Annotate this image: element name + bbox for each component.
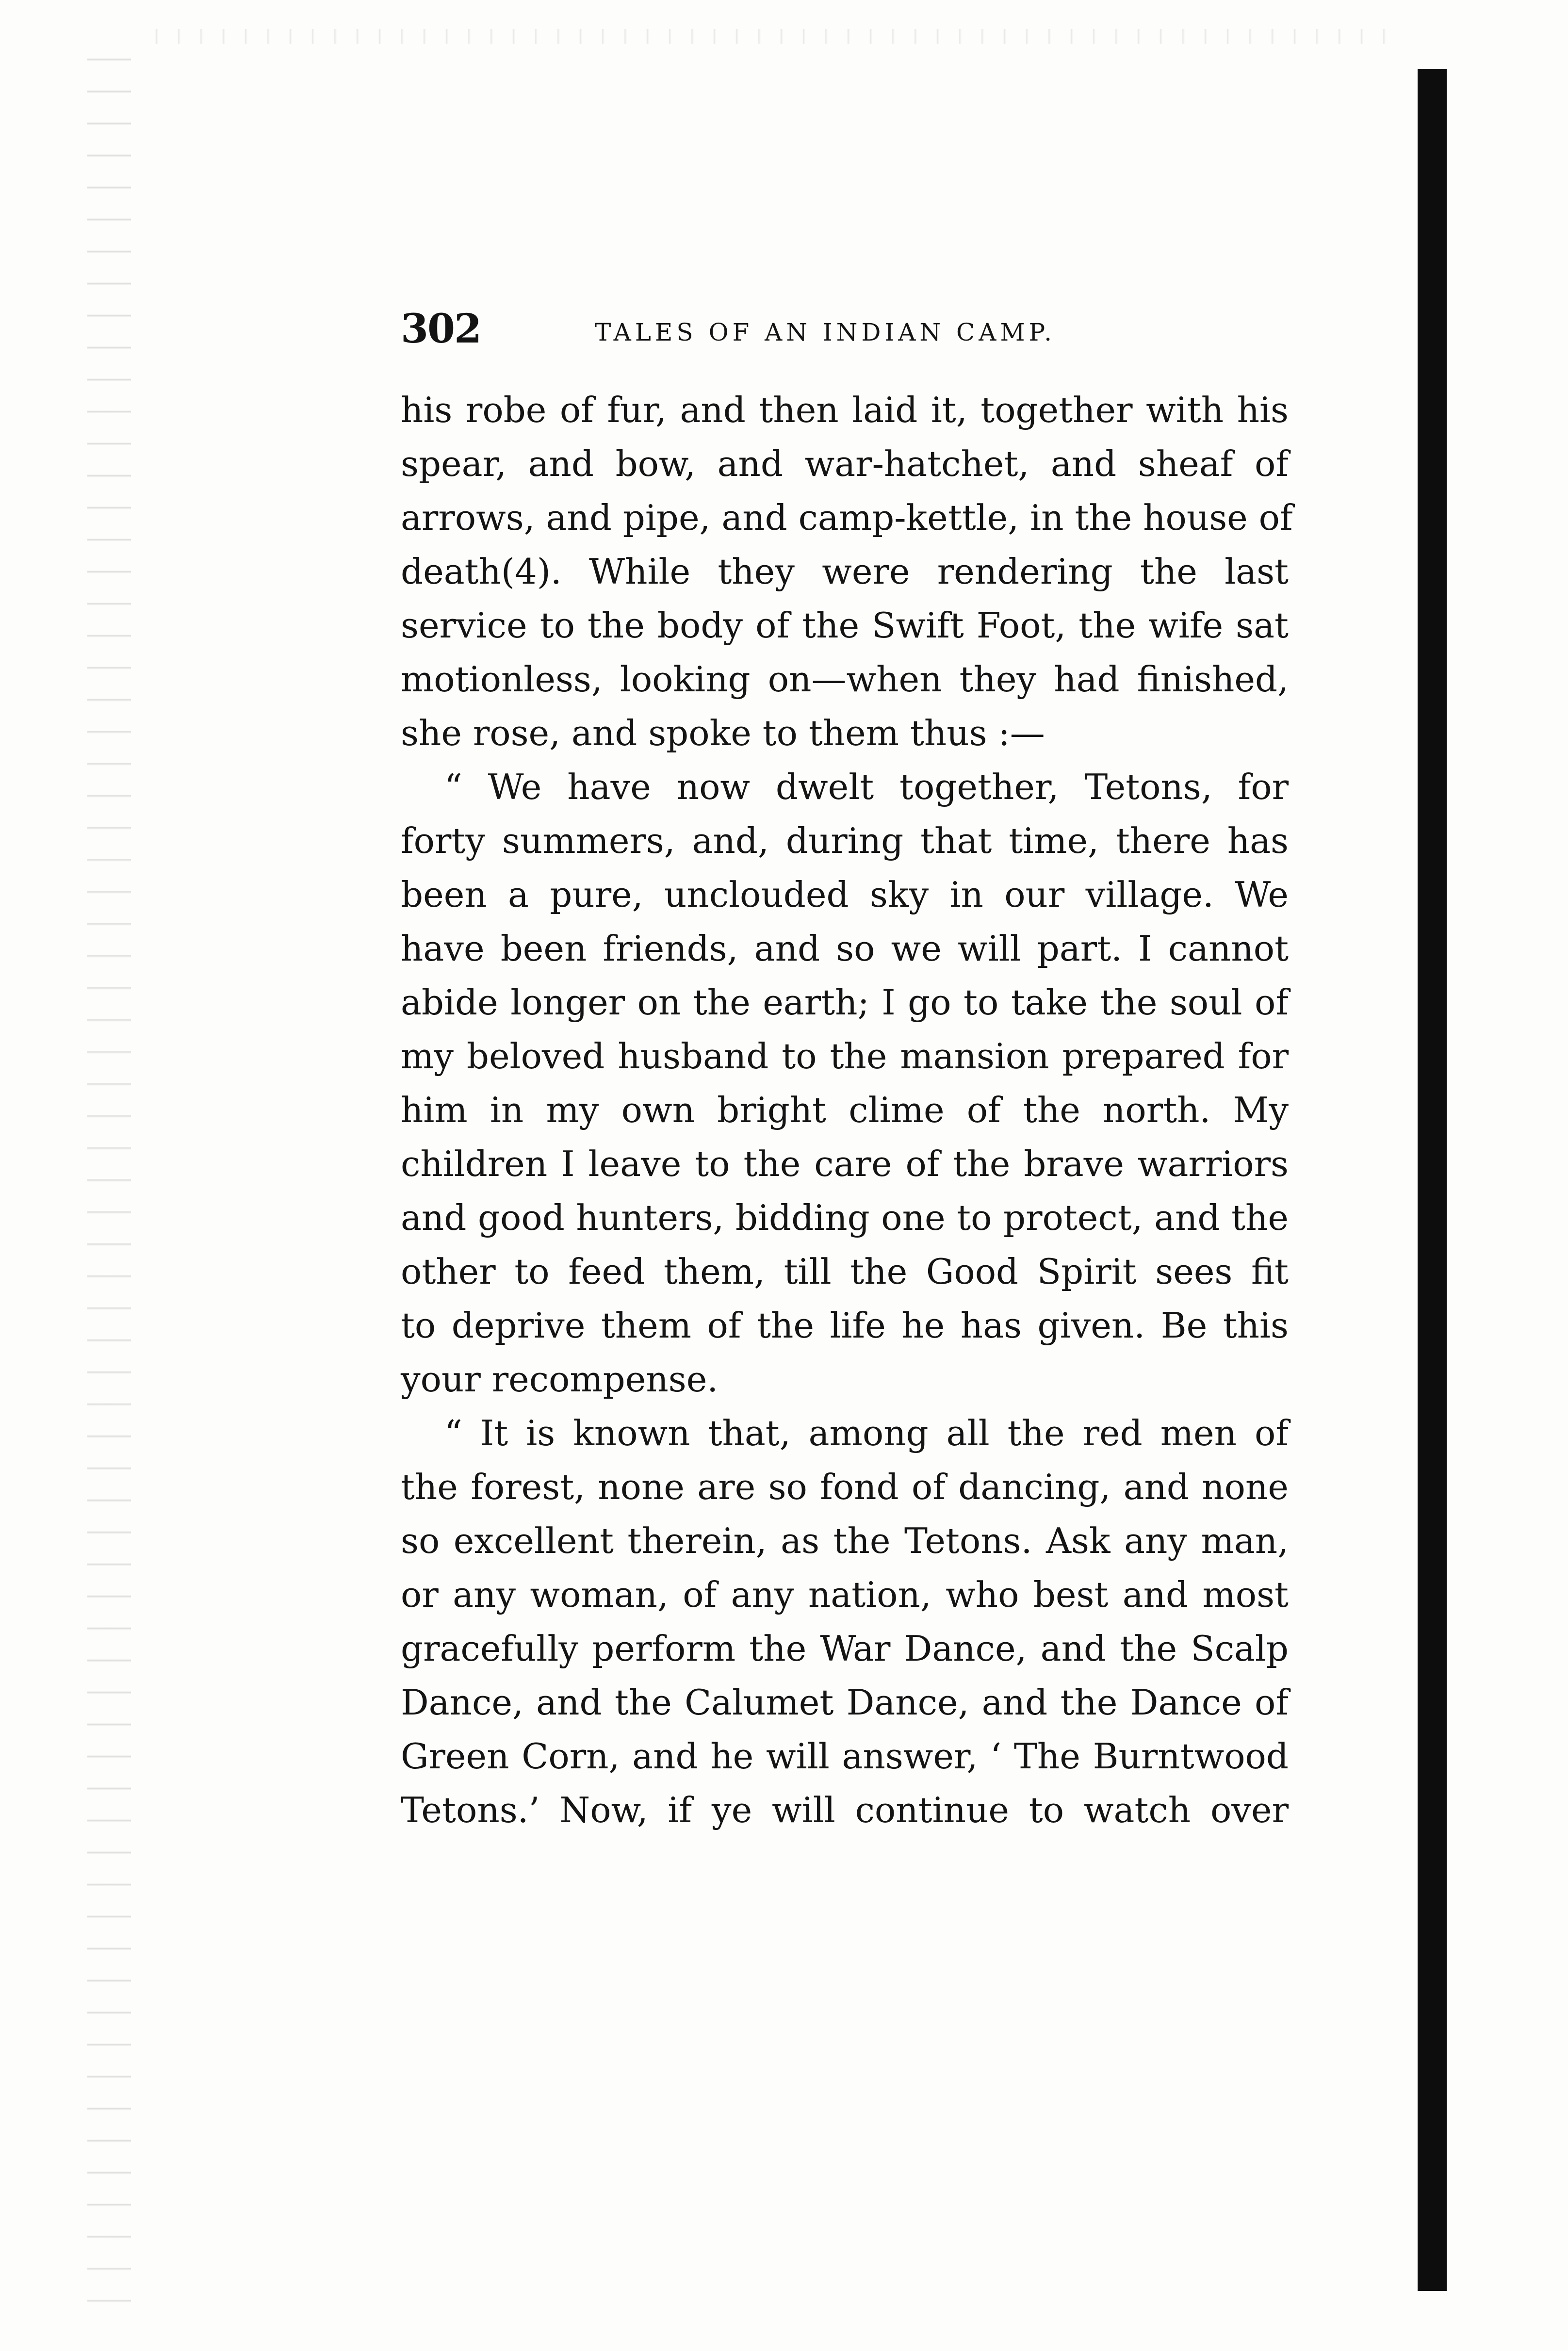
text-line: my beloved husband to the mansion prepared for (401, 1036, 1289, 1077)
text-line: motionless, looking on—when they had finished, (401, 659, 1289, 700)
text-line: have been friends, and so we will part. I cannot (401, 928, 1289, 969)
text-line: been a pure, unclouded sky in our village. We (401, 874, 1289, 915)
body-text (401, 383, 1293, 1837)
text-line: arrows, and pipe, and camp-kettle, in the house of (401, 497, 1293, 538)
text-line: service to the body of the Swift Foot, the wife sat (401, 605, 1289, 646)
page-header (401, 306, 1293, 359)
text-line: the forest, none are so fond of dancing, and none (401, 1467, 1289, 1507)
text-line: or any woman, of any nation, who best and most (401, 1574, 1289, 1615)
text-line: gracefully perform the War Dance, and the Scalp (401, 1628, 1289, 1669)
text-line: Green Corn, and he will answer, ‘ The Burntwood (401, 1736, 1289, 1777)
page-number: 302 (401, 306, 481, 352)
text-line: children I leave to the care of the brave warriors (401, 1143, 1289, 1184)
scan-top-noise (136, 29, 1397, 44)
text-line: “ We have now dwelt together, Tetons, for (444, 767, 1289, 807)
text-line: to deprive them of the life he has given. Be this (401, 1305, 1289, 1346)
text-line: your recompense. (401, 1359, 719, 1400)
scan-edge-noise (87, 29, 131, 2319)
binding-shadow (1418, 69, 1447, 2291)
text-line: she rose, and spoke to them thus :— (401, 713, 1045, 753)
text-line: spear, and bow, and war-hatchet, and sheaf of (401, 443, 1289, 484)
text-line: forty summers, and, during that time, there has (401, 820, 1289, 861)
text-line: “ It is known that, among all the red men of (444, 1413, 1289, 1453)
running-title: TALES OF AN INDIAN CAMP. (595, 318, 1056, 346)
text-line: and good hunters, bidding one to protect, and the (401, 1197, 1289, 1238)
text-line: his robe of fur, and then laid it, together with his (401, 390, 1289, 430)
text-line: him in my own bright clime of the north. My (401, 1090, 1289, 1130)
text-line: Tetons.’ Now, if ye will continue to watch over (401, 1790, 1289, 1830)
text-line: death(4). While they were rendering the last (401, 551, 1289, 592)
text-line: other to feed them, till the Good Spirit sees fit (401, 1251, 1289, 1292)
text-line: abide longer on the earth; I go to take the soul of (401, 982, 1289, 1023)
text-line: so excellent therein, as the Tetons. Ask any man, (401, 1520, 1289, 1561)
text-line: Dance, and the Calumet Dance, and the Dance of (401, 1682, 1289, 1723)
